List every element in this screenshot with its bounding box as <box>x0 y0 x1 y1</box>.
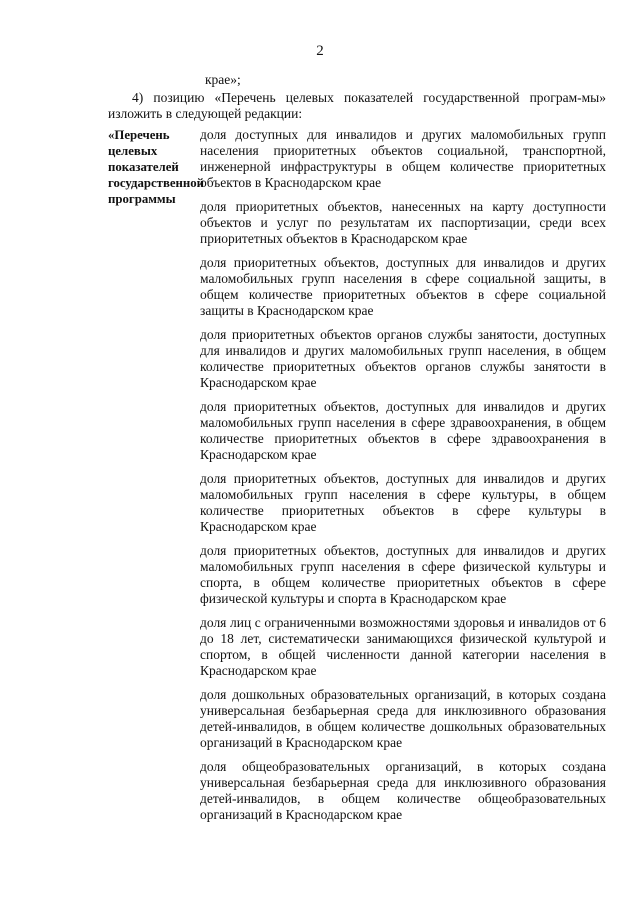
indicator-item: доля общеобразовательных организаций, в которых создана универсальная безбарьерная среда для инклюзивного образования детей-инвалидов, в общем количестве общеобразовательных организаций в Краснодарском крае <box>200 759 606 822</box>
indicator-list <box>200 127 606 831</box>
lead-line: крае»; <box>205 72 241 87</box>
indicator-item: доля доступных для инвалидов и других маломобильных групп населения приоритетных объектов социальной, транспортной, инженерной инфраструктуры в общем количестве приоритетных объектов в Краснодарском крае <box>200 127 606 190</box>
indicator-item: доля лиц с ограниченными возможностями здоровья и инвалидов от 6 до 18 лет, систематически занимающихся физической культурой и спортом, в общей численности данной категории населения в Краснодарском крае <box>200 615 606 678</box>
indicator-item: доля приоритетных объектов, доступных для инвалидов и других маломобильных групп населения в сфере здравоохранения, в общем количестве приоритетных объектов в сфере здравоохранения в Краснодарском крае <box>200 399 606 462</box>
intro-paragraph: 4) позицию «Перечень целевых показателей государственной програм-мы» изложить в следующей редакции: <box>108 90 606 121</box>
page-number: 2 <box>316 43 324 59</box>
indicator-item: доля приоритетных объектов, доступных для инвалидов и других маломобильных групп населения в сфере социальной защиты, в общем количестве приоритетных объектов в сфере социальной защиты в Краснодарском крае <box>200 255 606 318</box>
indicator-item: доля приоритетных объектов, доступных для инвалидов и других маломобильных групп населения в сфере культуры, в общем количестве приоритетных объектов в сфере культуры в Краснодарском крае <box>200 471 606 534</box>
indicator-item: доля дошкольных образовательных организаций, в которых создана универсальная безбарьерная среда для инклюзивного образования детей-инвалидов, в общем количестве дошкольных образовательных организаций в Краснодарском крае <box>200 687 606 750</box>
indicator-item: доля приоритетных объектов, доступных для инвалидов и других маломобильных групп населения в сфере физической культуры и спорта, в общем количестве приоритетных объектов в сфере физической культуры и спорта в Краснодарском крае <box>200 543 606 606</box>
indicator-item: доля приоритетных объектов, нанесенных на карту доступности объектов и услуг по результатам их паспортизации, среди всех приоритетных объектов в Краснодарском крае <box>200 199 606 246</box>
position-label: «Перечень целевых показателей государственной программы <box>108 128 205 206</box>
indicator-item: доля приоритетных объектов органов службы занятости, доступных для инвалидов и других маломобильных групп населения, в общем количестве приоритетных объектов органов службы занятости в Краснодарском крае <box>200 327 606 390</box>
